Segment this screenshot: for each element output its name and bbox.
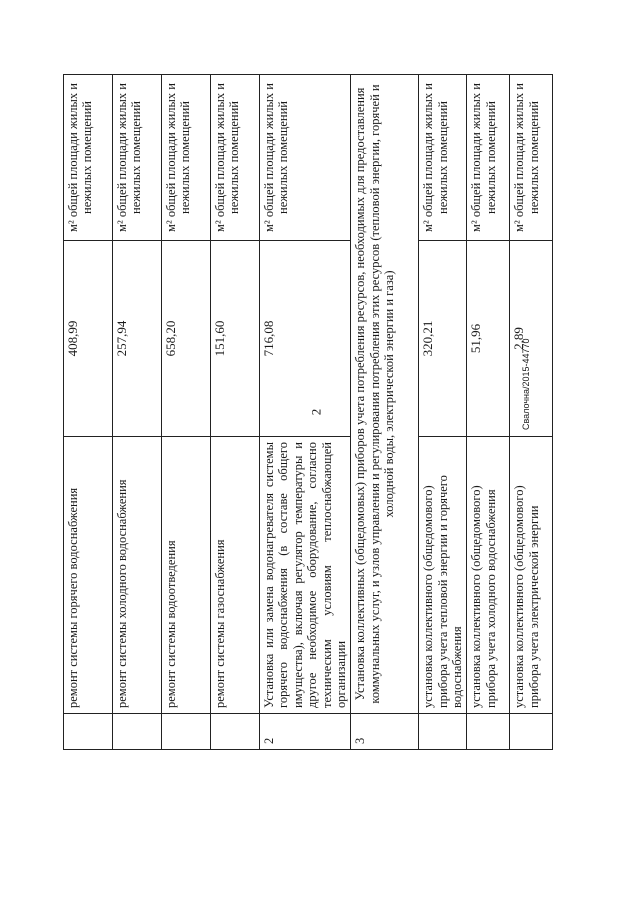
unit-label: м² общей площади жилых и нежилых помещений bbox=[467, 75, 510, 241]
work-name: ремонт системы холодного водоснабжения bbox=[113, 437, 162, 714]
table-row bbox=[162, 75, 211, 750]
cost-value: 320,21 bbox=[419, 241, 467, 437]
row-number: 3 bbox=[351, 714, 419, 750]
work-name: ремонт системы водоотведения bbox=[162, 437, 211, 714]
row-number bbox=[211, 714, 260, 750]
cost-table bbox=[63, 74, 553, 750]
unit-label: м² общей площади жилых и нежилых помещений bbox=[211, 75, 260, 241]
table-row bbox=[351, 75, 419, 750]
unit-label: м² общей площади жилых и нежилых помещений bbox=[64, 75, 113, 241]
cost-table-wrapper bbox=[63, 75, 541, 750]
table-row bbox=[510, 75, 553, 750]
work-name: установка коллективного (общедомового) прибора учета электрической энергии bbox=[510, 437, 553, 714]
row-number bbox=[113, 714, 162, 750]
table-row bbox=[467, 75, 510, 750]
cost-value: 716,08 bbox=[260, 241, 351, 437]
work-name: установка коллективного (общедомового) прибора учета холодного водоснабжения bbox=[467, 437, 510, 714]
section-heading: Установка коллективных (общедомовых) приборов учета потребления ресурсов, необходимых для предоставления коммунальных услуг, и узлов управления и регулирования потребления этих ресурсов (тепловой энергии, горячей и холодной воды, электрической энергии и газа) bbox=[351, 75, 419, 714]
row-number bbox=[64, 714, 113, 750]
row-number: 2 bbox=[260, 714, 351, 750]
work-name: ремонт системы горячего водоснабжения bbox=[64, 437, 113, 714]
unit-label: м² общей площади жилых и нежилых помещений bbox=[260, 75, 351, 241]
table-row bbox=[419, 75, 467, 750]
table-row bbox=[260, 75, 351, 750]
cost-value: 51,96 bbox=[467, 241, 510, 437]
cost-value: 658,20 bbox=[162, 241, 211, 437]
work-name: Установка или замена водонагревателя системы горячего водоснабжения (в составе общего имущества), включая регулятор температуры и другое необходимое оборудование, согласно техническим условиям теплоснабжающей организации bbox=[260, 437, 351, 714]
cost-value: 151,60 bbox=[211, 241, 260, 437]
page-number: 2 bbox=[308, 408, 324, 416]
row-number bbox=[162, 714, 211, 750]
work-name: ремонт системы газоснабжения bbox=[211, 437, 260, 714]
cost-value: 257,94 bbox=[113, 241, 162, 437]
table-row bbox=[64, 75, 113, 750]
unit-label: м² общей площади жилых и нежилых помещений bbox=[162, 75, 211, 241]
unit-label: м² общей площади жилых и нежилых помещений bbox=[113, 75, 162, 241]
row-number bbox=[467, 714, 510, 750]
row-number bbox=[419, 714, 467, 750]
table-row bbox=[113, 75, 162, 750]
cost-value: 2,89 bbox=[510, 241, 553, 437]
unit-label: м² общей площади жилых и нежилых помещений bbox=[510, 75, 553, 241]
document-stamp: Свалочна/2015-44770 bbox=[521, 338, 531, 430]
table-row bbox=[211, 75, 260, 750]
unit-label: м² общей площади жилых и нежилых помещений bbox=[419, 75, 467, 241]
cost-value: 408,99 bbox=[64, 241, 113, 437]
work-name: установка коллективного (общедомового) прибора учета тепловой энергии и горячего водоснабжения bbox=[419, 437, 467, 714]
row-number bbox=[510, 714, 553, 750]
